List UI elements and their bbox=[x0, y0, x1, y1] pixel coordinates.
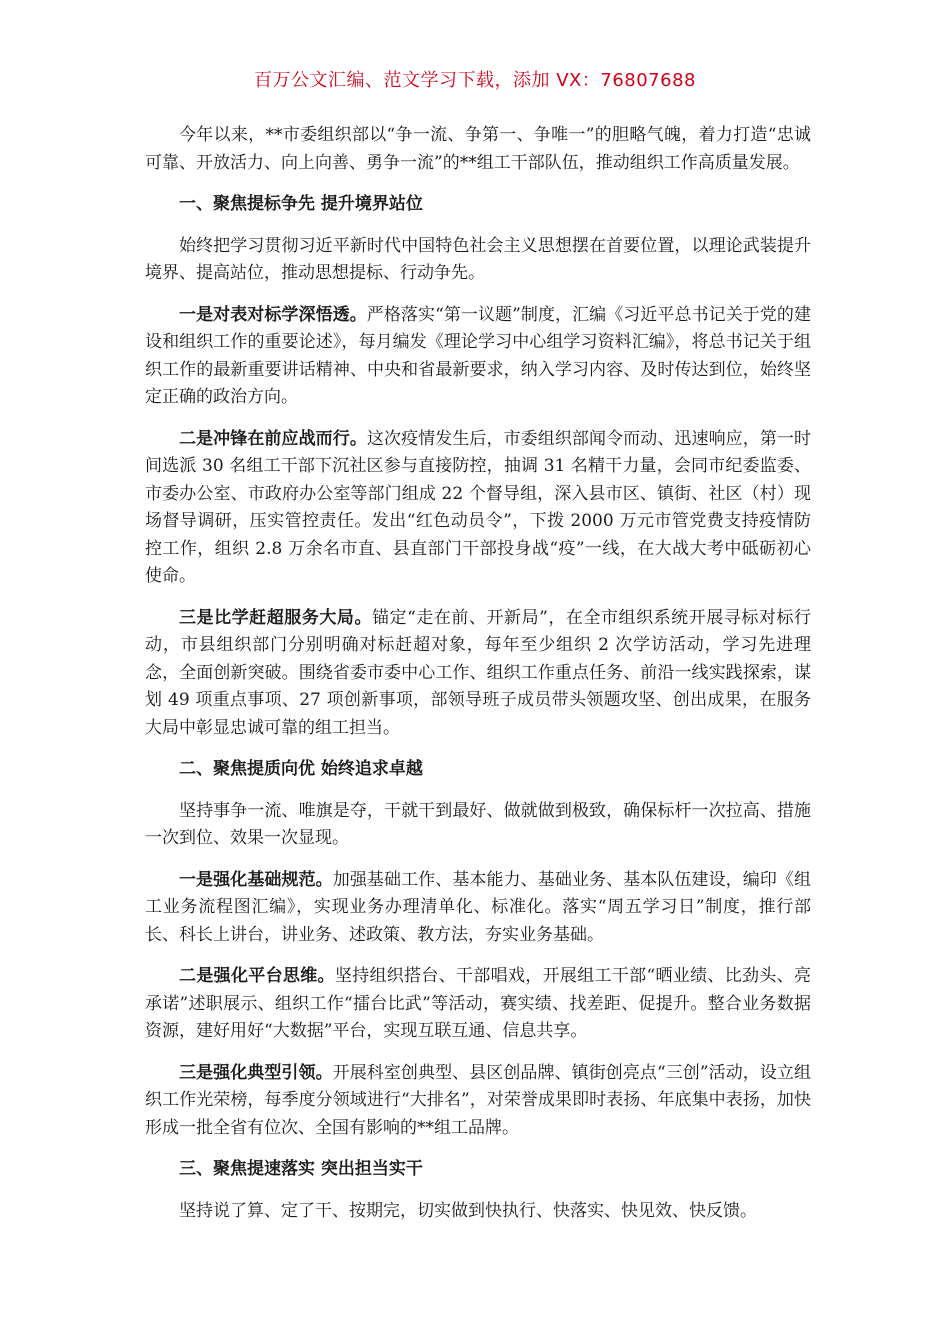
paragraph-text: 开展科室创典型、县区创品牌、镇街创亮点“三创”活动，设立组织工作光荣榜，每季度分领域进行“大排名”，对荣誉成果即时表扬、年底集中表扬，加快形成一批全省有位次、全国有影响的**组工品牌。 bbox=[145, 1062, 811, 1138]
body-paragraph bbox=[145, 867, 811, 950]
body-paragraph: 始终把学习贯彻习近平新时代中国特色社会主义思想摆在首要位置，以理论武装提升境界、提高站位，推动思想提标、行动争先。 bbox=[145, 235, 811, 283]
paragraph-text: 这次疫情发生后，市委组织部闻令而动、迅速响应，第一时间选派 30 名组工干部下沉社区参与直接防控，抽调 31 名精干力量，会同市纪委监委、市委办公室、市政府办公室等部门组成 22 个督导组，深入县市区、镇街、社区（村）现场督导调研，压实管控责任。发出“红色动员令”，下拨 2000 万元市管党费支持疫情防控工作，组织 2.8 万余名市直、县直部门干部投身战“疫”一线，在大战大考中砥砺初心使命。 bbox=[145, 428, 812, 586]
watermark-banner: 百万公文汇编、范文学习下载，添加 VX：76807688 bbox=[254, 70, 696, 91]
paragraph-lead: 三是比学赶超服务大局。 bbox=[179, 607, 372, 628]
body-paragraph: 今年以来，**市委组织部以“争一流、争第一、争唯一”的胆略气魄，着力打造“忠诚可靠、开放活力、向上向善、勇争一流”的**组工干部队伍，推动组织工作高质量发展。 bbox=[145, 125, 811, 173]
paragraph-lead: 一是对表对标学深悟透。 bbox=[179, 304, 367, 325]
body-paragraph bbox=[145, 302, 811, 412]
section-heading: 二、聚焦提质向优 始终追求卓越 bbox=[179, 759, 423, 779]
body-paragraph bbox=[145, 605, 811, 743]
paragraph-lead: 二是强化平台思维。 bbox=[179, 966, 335, 986]
paragraph-lead: 三是强化典型引领。 bbox=[179, 1062, 333, 1083]
body-paragraph: 坚持说了算、定了干、按期完，切实做到快执行、快落实、快见效、快反馈。 bbox=[179, 1200, 757, 1221]
body-paragraph bbox=[145, 963, 811, 1046]
section-heading: 一、聚焦提标争先 提升境界站位 bbox=[179, 194, 423, 214]
body-paragraph: 坚持事争一流、唯旗是夺，干就干到最好、做就做到极致，确保标杆一次拉高、措施一次到位、效果一次显现。 bbox=[145, 800, 811, 848]
paragraph-text: 坚持组织搭台、干部唱戏，开展组工干部“晒业绩、比劲头、亮承诺”述职展示、组织工作“擂台比武”等活动，赛实绩、找差距、促提升。整合业务数据资源，建好用好“大数据”平台，实现互联互通、信息共享。 bbox=[145, 966, 811, 1041]
paragraph-lead: 一是强化基础规范。 bbox=[179, 869, 333, 890]
body-paragraph bbox=[145, 426, 811, 591]
paragraph-text: 锚定“走在前、开新局”，在全市组织系统开展寻标对标行动，市县组织部门分别明确对标赶超对象，每年至少组织 2 次学访活动，学习先进理念，全面创新突破。围绕省委市委中心工作、组织工作重点任务、前沿一线实践探索，谋划 49 项重点事项、27 项创新事项，部领导班子成员带头领题攻坚、创出成果，在服务大局中彰显忠诚可靠的组工担当。 bbox=[145, 607, 811, 738]
paragraph-text: 严格落实“第一议题”制度，汇编《习近平总书记关于党的建设和组织工作的重要论述》，每月编发《理论学习中心组学习资料汇编》，将总书记关于组织工作的最新重要讲话精神、中央和省最新要求，纳入学习内容、及时传达到位，始终坚定正确的政治方向。 bbox=[145, 304, 811, 407]
body-paragraph bbox=[145, 1060, 811, 1143]
paragraph-lead: 二是冲锋在前应战而行。 bbox=[179, 428, 367, 449]
section-heading: 三、聚焦提速落实 突出担当实干 bbox=[179, 1159, 423, 1179]
paragraph-text: 加强基础工作、基本能力、基础业务、基本队伍建设，编印《组工业务流程图汇编》，实现业务办理清单化、标准化。落实“周五学习日”制度，推行部长、科长上讲台，讲业务、述政策、教方法，夯实业务基础。 bbox=[145, 869, 811, 945]
document-body bbox=[145, 122, 811, 1239]
